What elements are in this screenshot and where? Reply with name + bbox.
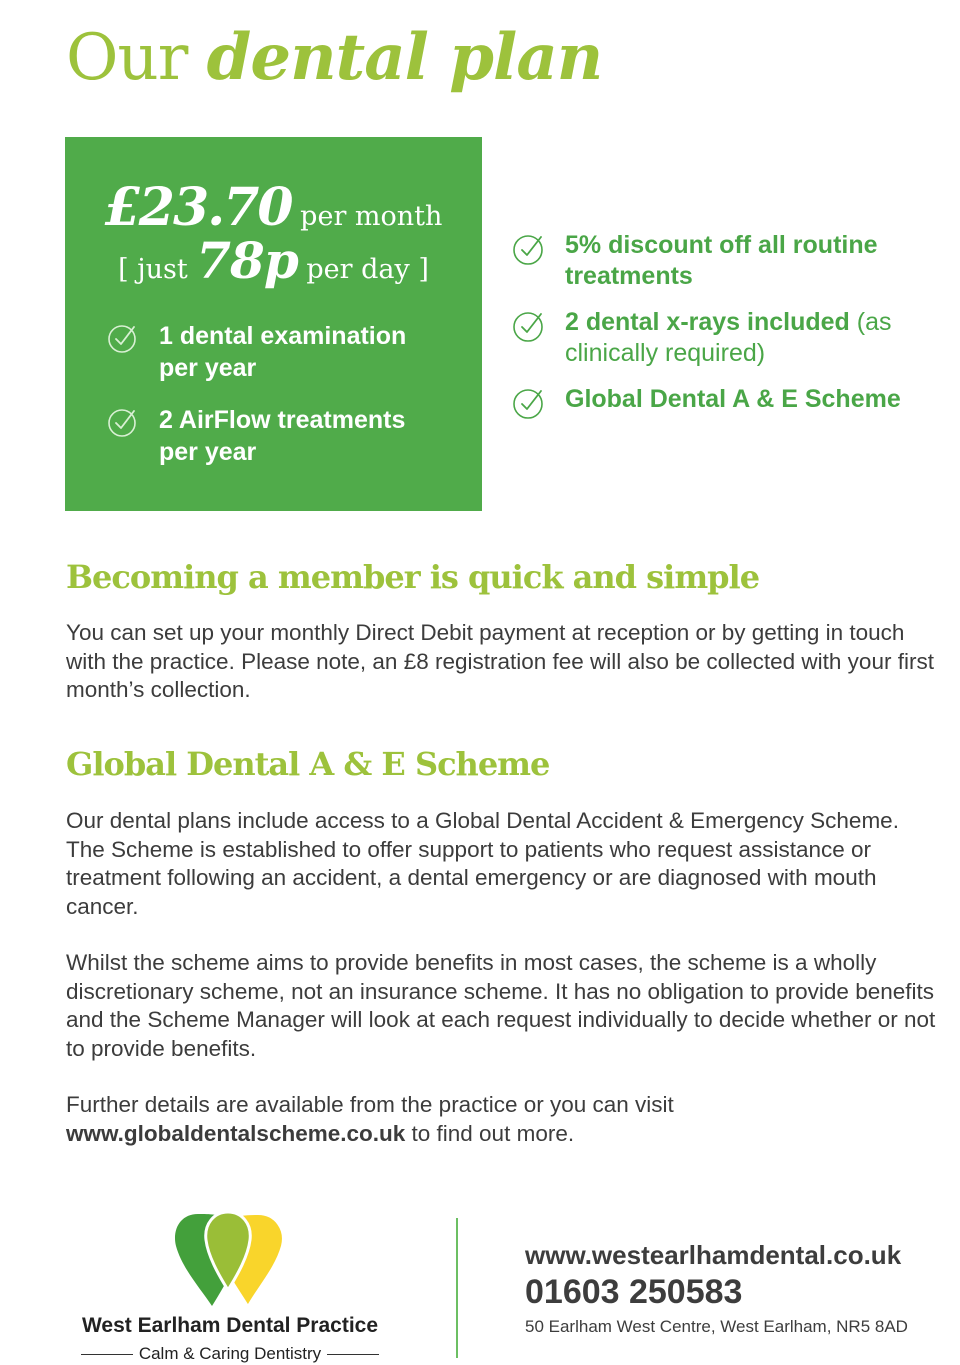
scheme-para-3 [66, 1091, 936, 1148]
check-circle-icon [512, 232, 546, 266]
practice-tagline [60, 1344, 400, 1364]
plan-item-line2: per year [159, 354, 257, 382]
heart-drops-logo-icon [170, 1210, 290, 1310]
check-circle-icon [512, 309, 546, 343]
membership-heading: Becoming a member is quick and simple [66, 558, 760, 596]
membership-body: You can set up your monthly Direct Debit payment at reception or by getting in touch with the practice. Please note, an £8 registration fee will also be collected with your first month’s collection. [66, 620, 934, 702]
day-prefix: [ just [118, 254, 197, 285]
scheme-website-link[interactable]: www.globaldentalscheme.co.uk [66, 1120, 406, 1146]
scheme-heading: Global Dental A & E Scheme [66, 745, 550, 783]
para3-suffix: to find out more. [405, 1120, 575, 1146]
monthly-price: £23.70 [104, 177, 292, 238]
para3-prefix: Further details are available from the practice or you can visit [66, 1092, 674, 1117]
price-box [65, 137, 482, 511]
check-circle-icon [107, 322, 139, 354]
monthly-price-line [65, 177, 482, 238]
benefit-text [565, 384, 935, 415]
title-light: Our [66, 21, 207, 95]
benefit-text [565, 307, 935, 369]
benefit-bold: Global Dental A & E Scheme [565, 385, 901, 413]
plan-item-line1: 2 AirFlow treatments [159, 406, 406, 434]
plan-item-line1: 1 dental examination [159, 322, 407, 350]
practice-address: 50 Earlham West Centre, West Earlham, NR5 8AD [525, 1317, 908, 1336]
practice-name: West Earlham Dental Practice [81, 1314, 379, 1337]
title-bold: dental plan [206, 20, 603, 95]
tagline-text: Calm & Caring Dentistry [138, 1344, 322, 1363]
daily-price-line [65, 231, 482, 290]
benefit-normal: (as clinically required) [565, 308, 892, 367]
check-circle-icon [107, 406, 139, 438]
day-suffix: per day ] [297, 254, 429, 285]
practice-website-link[interactable]: www.westearlhamdental.co.uk [525, 1240, 902, 1270]
plan-item-line2: per year [159, 438, 257, 466]
divider-line [327, 1354, 379, 1355]
footer-divider [456, 1218, 458, 1358]
scheme-para-1: Our dental plans include access to a Global Dental Accident & Emergency Scheme. The Scheme is established to offer support to patients who request assistance or treatment following an accident, a dental emergency or are diagnosed with mouth cancer. [66, 808, 899, 919]
scheme-para-2: Whilst the scheme aims to provide benefits in most cases, the scheme is a wholly discretionary scheme, not an insurance scheme. It has no obligation to provide benefits and the Scheme Manager will look at each request individually to decide whether or not to provide benefits. [66, 950, 936, 1061]
plan-item-text [159, 320, 449, 384]
contact-block [525, 1238, 945, 1342]
check-circle-icon [512, 386, 546, 420]
benefit-text [565, 230, 935, 292]
day-price: 78p [196, 231, 298, 290]
page-title [66, 18, 602, 98]
practice-logo [60, 1210, 400, 1365]
divider-line [81, 1354, 133, 1355]
monthly-suffix: per month [291, 201, 443, 232]
practice-phone[interactable]: 01603 250583 [525, 1273, 743, 1311]
plan-item-text [159, 404, 449, 468]
benefit-bold: 5% discount off all routine treatments [565, 231, 878, 290]
benefit-bold: 2 dental x-rays included [565, 308, 850, 336]
